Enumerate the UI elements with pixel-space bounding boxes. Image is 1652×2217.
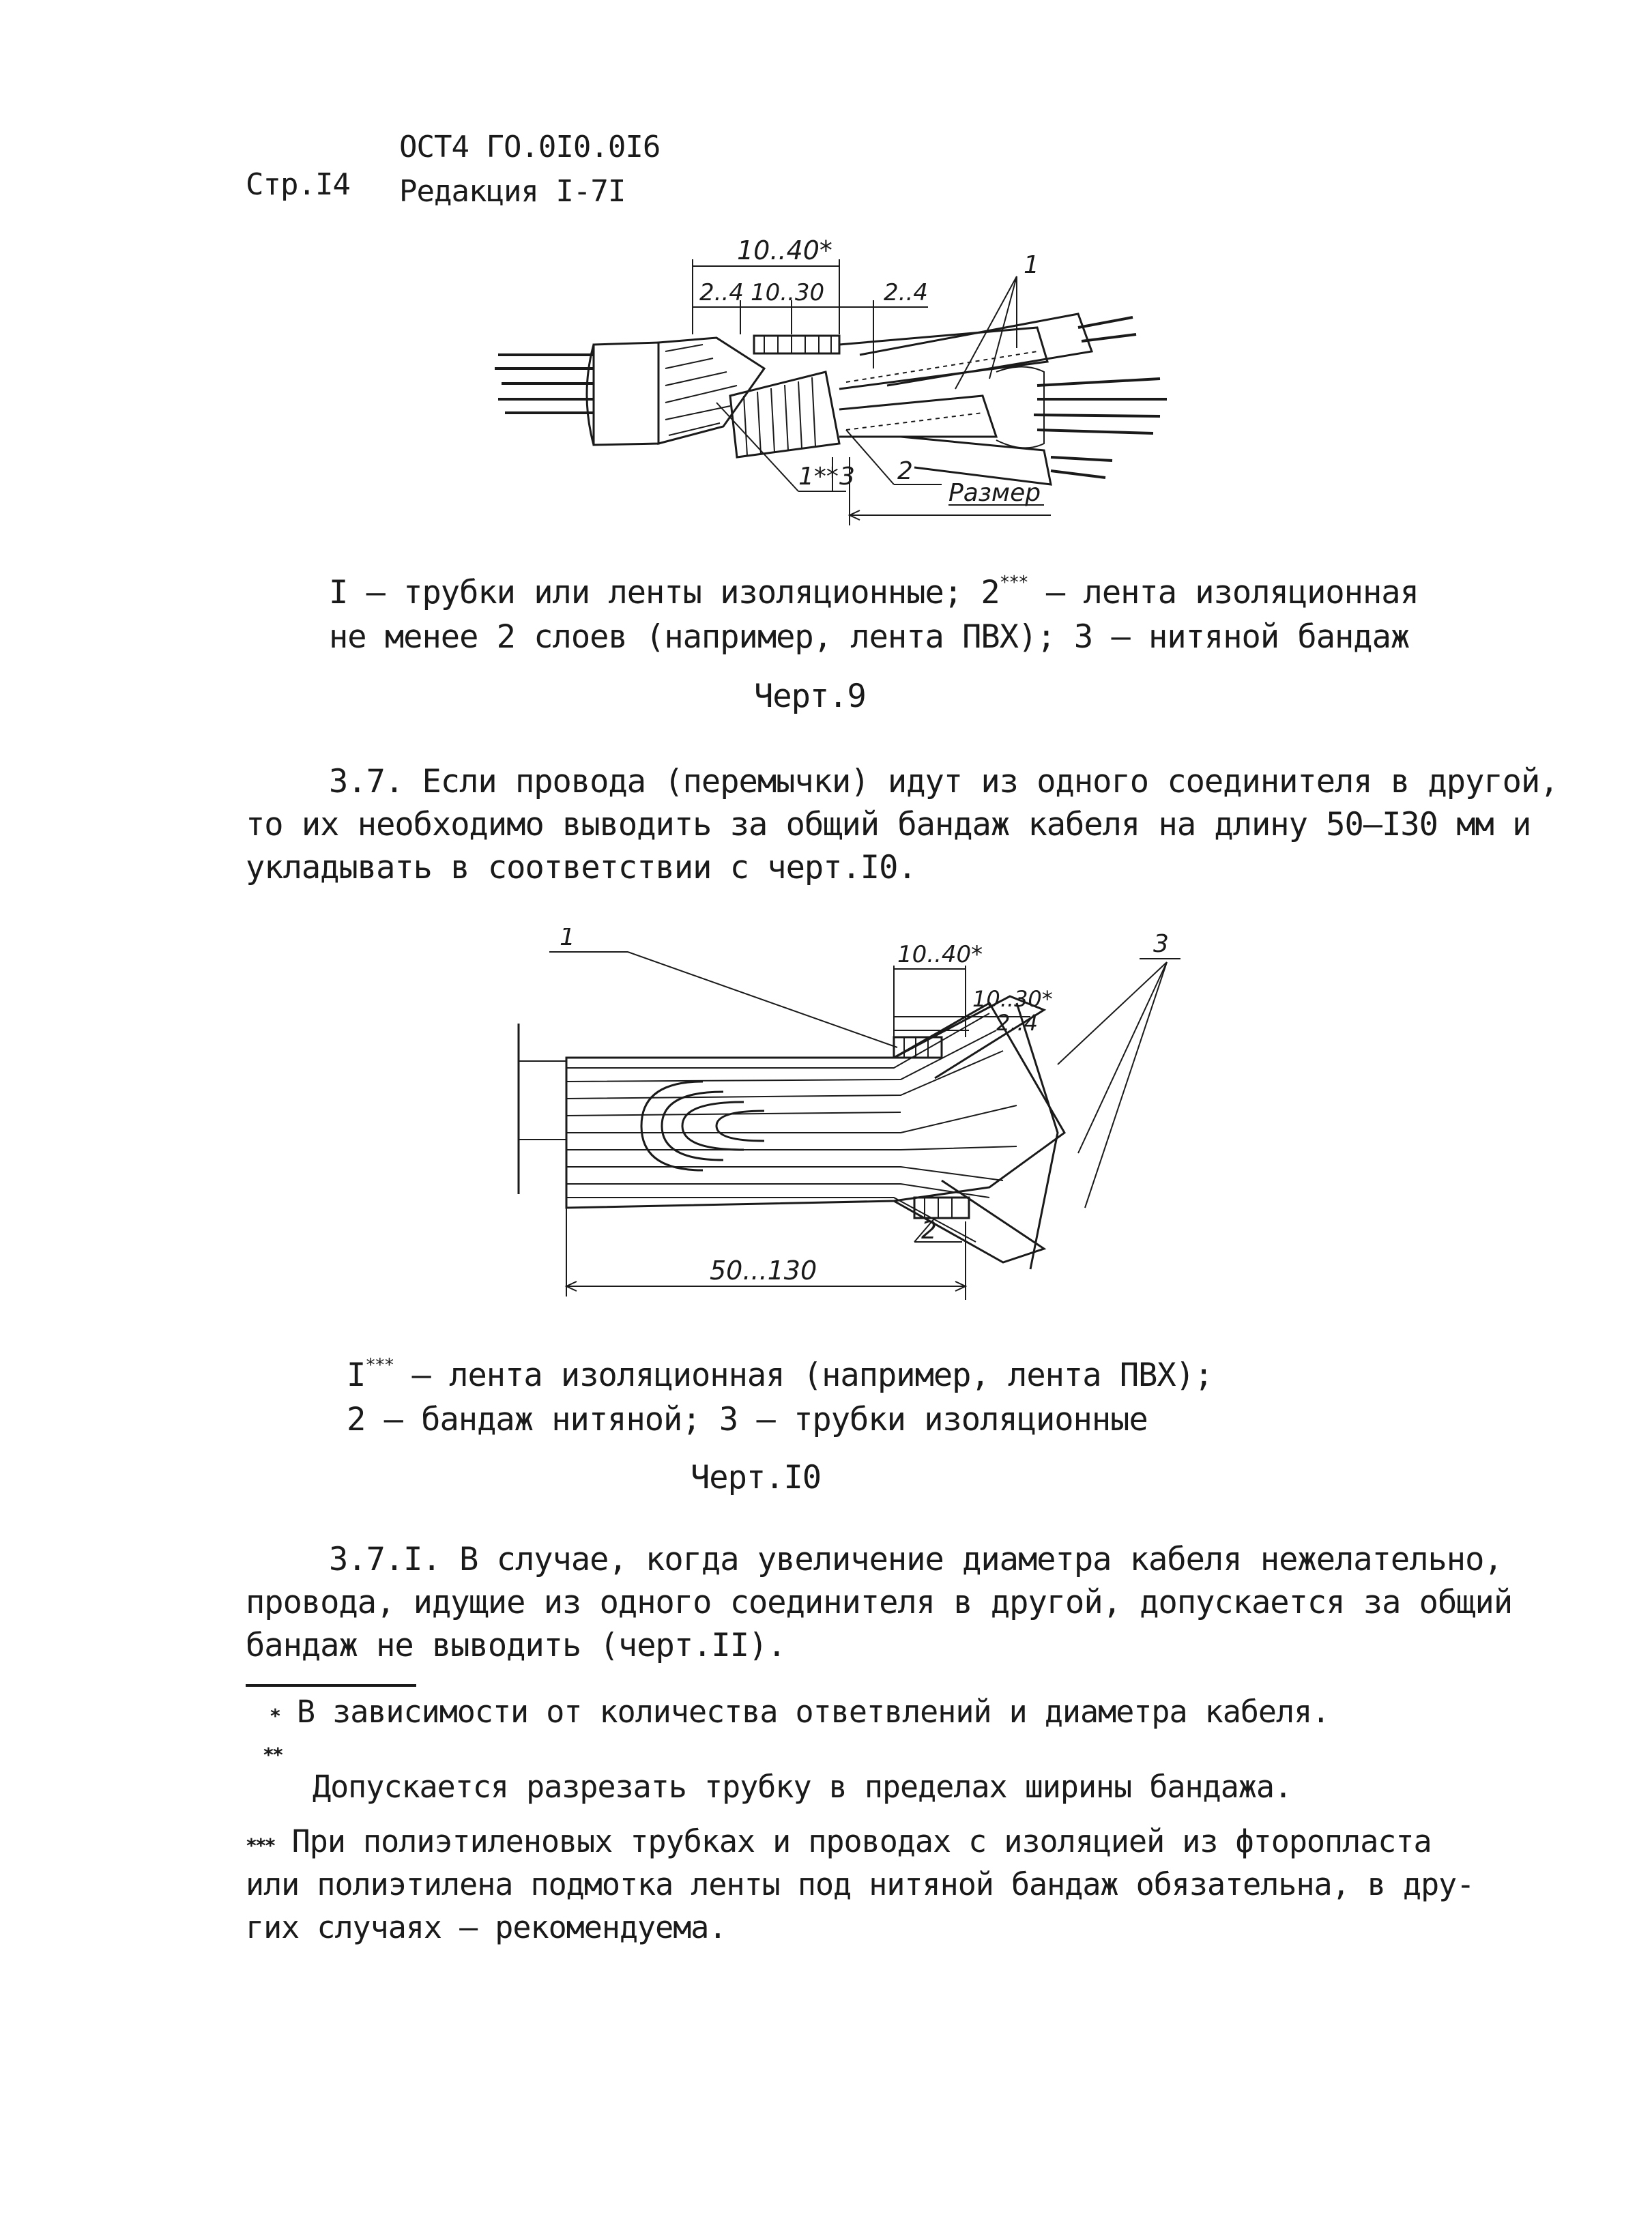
fig9-title: Черт.9 [754, 678, 866, 715]
fig10-dim-total: 10..40* [897, 941, 983, 968]
fig10-lower-branch [894, 1180, 1044, 1262]
footnote-3-line3: гих случаях – рекомендуема. [246, 1909, 727, 1945]
footnote-3-line1: *** При полиэтиленовых трубках и проводах с изоляцией из фторопласта [246, 1823, 1432, 1859]
standard-code: ОСТ4 ГО.0I0.0I6 [399, 130, 661, 164]
fig9-dim-middle: 10..30 [751, 279, 825, 306]
footnote-3-line2: или полиэтилена подмотка ленты под нитяной бандаж обязательна, в дру- [246, 1866, 1475, 1902]
fig9-lower-branch-2 [901, 437, 1051, 484]
edition-label: Редакция I-7I [399, 174, 626, 209]
section-3-7-line2: то их необходимо выводить за общий бандаж кабеля на длину 50–I30 мм и [246, 806, 1531, 843]
section-3-7-1-line2: провода, идущие из одного соединителя в другой, допускается за общий [246, 1584, 1513, 1621]
fig9-top-tape [754, 336, 839, 353]
fig10-dim-lines [549, 952, 1180, 1300]
fig10-right-end [1017, 1003, 1058, 1269]
fig10-caption-line2: 2 – бандаж нитяной; 3 – трубки изоляционные [347, 1401, 1148, 1438]
fig10-thread-band [914, 1198, 969, 1218]
fig10-cable-layers [566, 1013, 1017, 1242]
footnote-1: * В зависимости от количества ответвлений и диаметра кабеля. [270, 1694, 1330, 1730]
footnote-2-text: Допускается разрезать трубку в пределах ширины бандажа. [313, 1769, 1292, 1805]
fig9-left-sheath [594, 343, 658, 445]
fig9-right-wires [1034, 317, 1167, 478]
fig10-callout-3: 3 [1153, 930, 1169, 958]
section-3-7-line1: 3.7. Если провода (перемычки) идут из одного соединителя в другой, [329, 763, 1559, 800]
footnote-divider [246, 1684, 416, 1687]
fig9-lower-branch [839, 396, 996, 437]
footnote-3-mark: *** [246, 1834, 274, 1857]
fig9-callout-1-top: 1 [1024, 251, 1039, 279]
fig10-caption-line1: I*** – лента изоляционная (например, лента ПВХ); [347, 1355, 1213, 1394]
fig9-dim-total: 10..40* [737, 235, 832, 265]
footnote-1-mark: * [270, 1705, 279, 1727]
fig9-left-wires [495, 355, 594, 413]
fig9-callout-1-bottom: 1** [798, 463, 839, 491]
figure-10-drawing [498, 928, 1187, 1324]
section-3-7-line3: укладывать в соответствии с черт.I0. [246, 849, 916, 886]
fig10-callout-2: 2 [921, 1217, 937, 1245]
fig9-callout-2: 2 [897, 457, 913, 485]
fig10-folded-wires [641, 1082, 764, 1170]
fig9-callout-3: 3 [839, 463, 855, 491]
fig10-dim-third: 2..4 [996, 1010, 1039, 1036]
fig9-dim-left: 2..4 [699, 279, 744, 306]
figure-9-drawing [478, 232, 1228, 553]
fig10-callout-1: 1 [560, 928, 575, 951]
fig10-dim-length: 50...130 [710, 1256, 817, 1286]
fig9-dim-right: 2..4 [884, 279, 928, 306]
fig9-size-label: Размер [948, 479, 1041, 507]
fig10-title: Черт.I0 [691, 1459, 822, 1496]
fig10-dim-second: 10..30* [972, 986, 1053, 1012]
page-label: Стр.I4 [246, 167, 350, 202]
fig9-upper-branch-2 [860, 314, 1092, 386]
footnote-2-mark: ** [263, 1743, 282, 1766]
fig9-caption-line1: I – трубки или ленты изоляционные; 2*** – лента изоляционная [329, 573, 1419, 611]
fig9-caption-line2: не менее 2 слоев (например, лента ПВХ); 3 – нитяной бандаж [329, 618, 1410, 656]
section-3-7-1-line1: 3.7.I. В случае, когда увеличение диаметра кабеля нежелательно, [329, 1541, 1503, 1578]
section-3-7-1-line3: бандаж не выводить (черт.II). [246, 1627, 786, 1664]
